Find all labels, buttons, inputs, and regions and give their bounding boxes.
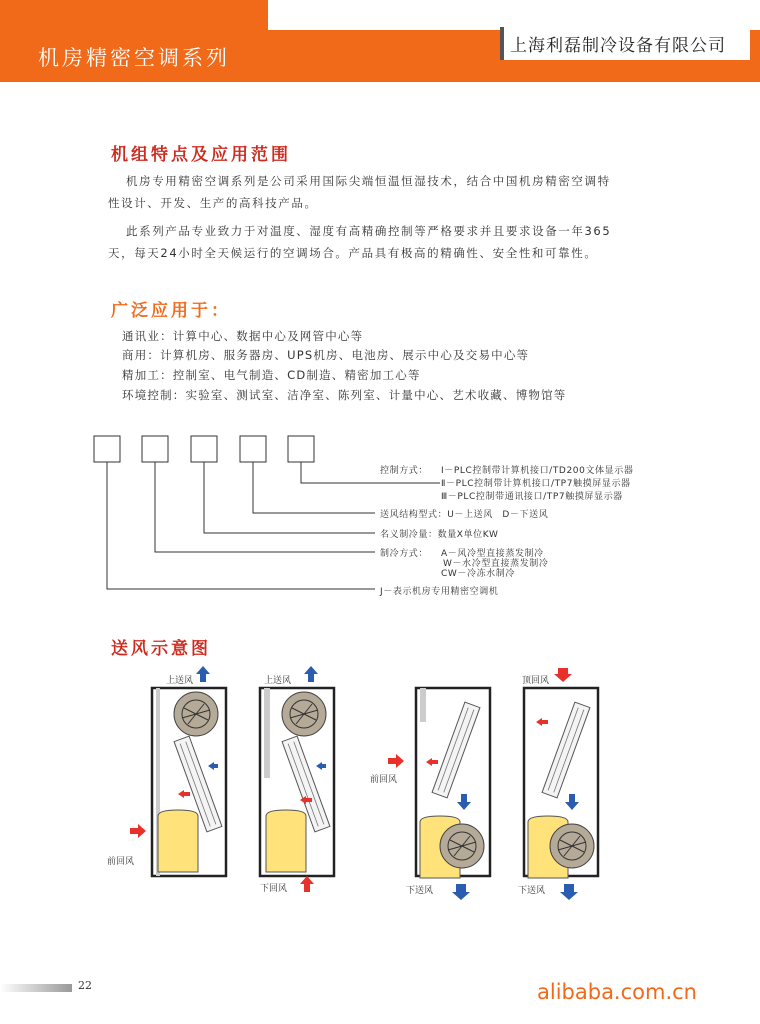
application-item: 商用：计算机房、服务器房、UPS机房、电池房、展示中心及交易中心等 bbox=[122, 348, 530, 362]
control-option: Ⅰ－PLC控制带计算机接口/TD200文体显示器 bbox=[441, 466, 634, 476]
unit-4-top-label: 顶回风 bbox=[522, 676, 550, 686]
header-light-strip bbox=[268, 0, 760, 30]
cooling-option: A－风冷型直接蒸发制冷 bbox=[441, 549, 544, 559]
cooling-option: W－水冷型直接蒸发制冷 bbox=[443, 559, 549, 569]
code-box-capacity bbox=[191, 436, 217, 462]
airflow-heading: 送风示意图 bbox=[111, 639, 211, 659]
code-box-cooling bbox=[142, 436, 168, 462]
code-box-control bbox=[288, 436, 314, 462]
code-box-airflow bbox=[240, 436, 266, 462]
unit-2-bottom-label: 下回风 bbox=[260, 884, 288, 894]
unit-1-top-label: 上送风 bbox=[166, 676, 194, 686]
unit-2-up-discharge-bottom-return bbox=[260, 666, 334, 892]
code-box-j bbox=[94, 436, 120, 462]
application-item: 精加工：控制室、电气制造、CD制造、精密加工心等 bbox=[122, 368, 421, 382]
page-number: 22 bbox=[78, 979, 92, 992]
leader-airflow bbox=[253, 462, 375, 513]
series-title: 机房精密空调系列 bbox=[38, 46, 230, 70]
unit-2-top-label: 上送风 bbox=[264, 676, 292, 686]
unit-3-bottom-label: 下送风 bbox=[406, 886, 434, 896]
airflow-schematics bbox=[0, 660, 760, 910]
features-heading: 机组特点及应用范围 bbox=[111, 145, 291, 165]
j-description: J－表示机房专用精密空调机 bbox=[380, 587, 499, 597]
watermark: alibaba.com.cn bbox=[537, 980, 697, 1004]
unit-1-up-discharge-front-return bbox=[130, 666, 226, 876]
company-name: 上海利磊制冷设备有限公司 bbox=[510, 36, 726, 56]
control-label: 控制方式： bbox=[380, 466, 429, 476]
unit-4-bottom-label: 下送风 bbox=[518, 886, 546, 896]
leader-j bbox=[107, 462, 375, 589]
nominal-capacity: 名义制冷量：数量X单位KW bbox=[380, 530, 499, 540]
airflow-structure: 送风结构型式：U－上送风 D－下送风 bbox=[380, 510, 549, 520]
features-paragraph-1-line-1: 机房专用精密空调系列是公司采用国际尖端恒温恒湿技术，结合中国机房精密空调特 bbox=[126, 174, 611, 188]
page-number-bar bbox=[0, 984, 72, 992]
unit-3-down-discharge-front-return bbox=[388, 688, 490, 900]
control-option: Ⅲ－PLC控制带通讯接口/TP7触摸屏显示器 bbox=[441, 492, 623, 502]
features-paragraph-2-line-2: 天，每天24小时全天候运行的空调场合。产品具有极高的精确性、安全性和可靠性。 bbox=[108, 246, 598, 260]
unit-3-side-label: 前回风 bbox=[370, 775, 398, 785]
cooling-option: CW－冷冻水制冷 bbox=[441, 569, 515, 579]
features-paragraph-1-line-2: 性设计、开发、生产的高科技产品。 bbox=[108, 196, 318, 210]
application-item: 环境控制：实验室、测试室、洁净室、陈列室、计量中心、艺术收藏、博物馆等 bbox=[122, 388, 567, 402]
applications-heading: 广泛应用于： bbox=[111, 301, 231, 321]
leader-cooling bbox=[155, 462, 375, 552]
unit-4-down-discharge-top-return bbox=[524, 668, 598, 900]
leader-capacity bbox=[204, 462, 375, 533]
unit-1-side-label: 前回风 bbox=[107, 857, 135, 867]
control-option: Ⅱ－PLC控制带计算机接口/TP7触摸屏显示器 bbox=[441, 479, 631, 489]
application-item: 通讯业：计算中心、数据中心及网管中心等 bbox=[122, 329, 364, 343]
cooling-label: 制冷方式： bbox=[380, 549, 429, 559]
features-paragraph-2-line-1: 此系列产品专业致力于对温度、湿度有高精确控制等严格要求并且要求设备一年365 bbox=[126, 224, 612, 238]
